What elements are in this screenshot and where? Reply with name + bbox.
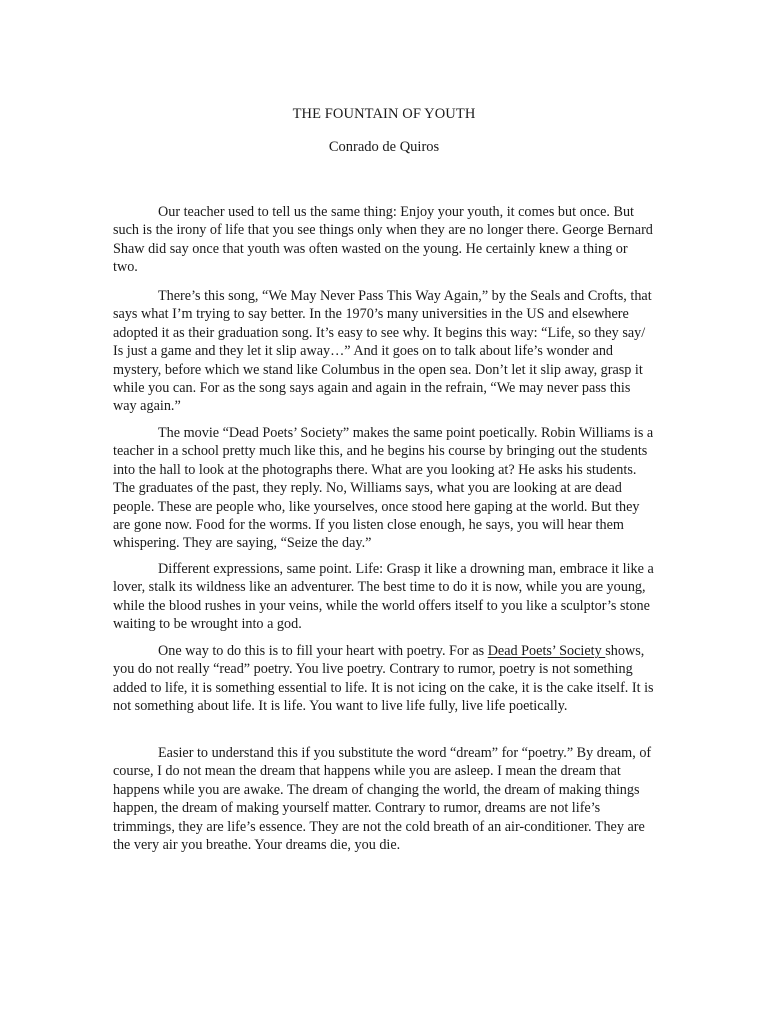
paragraph-5-text-before: One way to do this is to fill your heart with poetry. For as	[158, 643, 488, 659]
paragraph-1	[113, 203, 655, 277]
author-name: Conrado de Quiros	[328, 139, 440, 155]
paragraph-6-text: Easier to understand this if you substitute the word “dream” for “poetry.” By dream, of course, I do not mean the dream that happens while you are asleep. I mean the dream that happens while you are awake. The dream of changing the world, the dream of making things happen, the dream of making yourself matter. Contrary to rumor, dreams are not life’s trimmings, they are life’s essence. They are not the cold breath of an air-conditioner. They are the very air you breathe. Your dreams die, you die.	[113, 745, 652, 854]
paragraph-6	[113, 744, 655, 854]
paragraph-2	[113, 287, 655, 416]
paragraph-2-text: There’s this song, “We May Never Pass This Way Again,” by the Seals and Crofts, that says what I’m trying to say better. In the 1970’s many universities in the US and elsewhere adopted it as their graduation song. It’s easy to see why. It begins this way: “Life, so they say/ Is just a game and they let it slip away…” And it goes on to talk about life’s wonder and mystery, before which we stand like Columbus in the open sea. Don’t let it slip away, grasp it while you can. For as the song says again and again in the refrain, “We may never pass this way again.”	[113, 288, 652, 415]
paragraph-1-text: Our teacher used to tell us the same thing: Enjoy your youth, it comes but once. But such is the irony of life that you see things only when they are no longer there. George Bernard Shaw did say once that youth was often wasted on the young. He certainly knew a thing or two.	[113, 204, 653, 276]
document-title: THE FOUNTAIN OF YOUTH	[292, 106, 476, 122]
paragraph-5	[113, 642, 655, 716]
paragraph-4	[113, 560, 655, 634]
movie-title-underlined: Dead Poets’ Society	[487, 643, 606, 659]
paragraph-3	[113, 424, 655, 553]
paragraph-3-text: The movie “Dead Poets’ Society” makes the same point poetically. Robin Williams is a teacher in a school pretty much like this, and he begins his course by bringing out the students into the hall to look at the photographs there. What are you looking at? He asks his students. The graduates of the past, they reply. No, Williams says, what you are looking at are dead people. These are people who, like yourselves, once stood here gaping at the world. But they are gone now. Food for the worms. If you listen close enough, he says, you will hear them whispering. They are saying, “Seize the day.”	[113, 425, 654, 552]
paragraph-5-text-after: shows, you do not really “read” poetry. You live poetry. Contrary to rumor, poetry is not something added to life, it is something essential to life. It is not icing on the cake, it is the cake itself. It is not something about life. It is life. You want to live life fully, live life poetically.	[113, 643, 654, 715]
paragraph-4-text: Different expressions, same point. Life: Grasp it like a drowning man, embrace it like a lover, stalk its wildness like an adventurer. The best time to do it is now, while you are young, while the blood rushes in your veins, while the world offers itself to you like a sculptor’s stone waiting to be wrought into a god.	[113, 561, 654, 633]
